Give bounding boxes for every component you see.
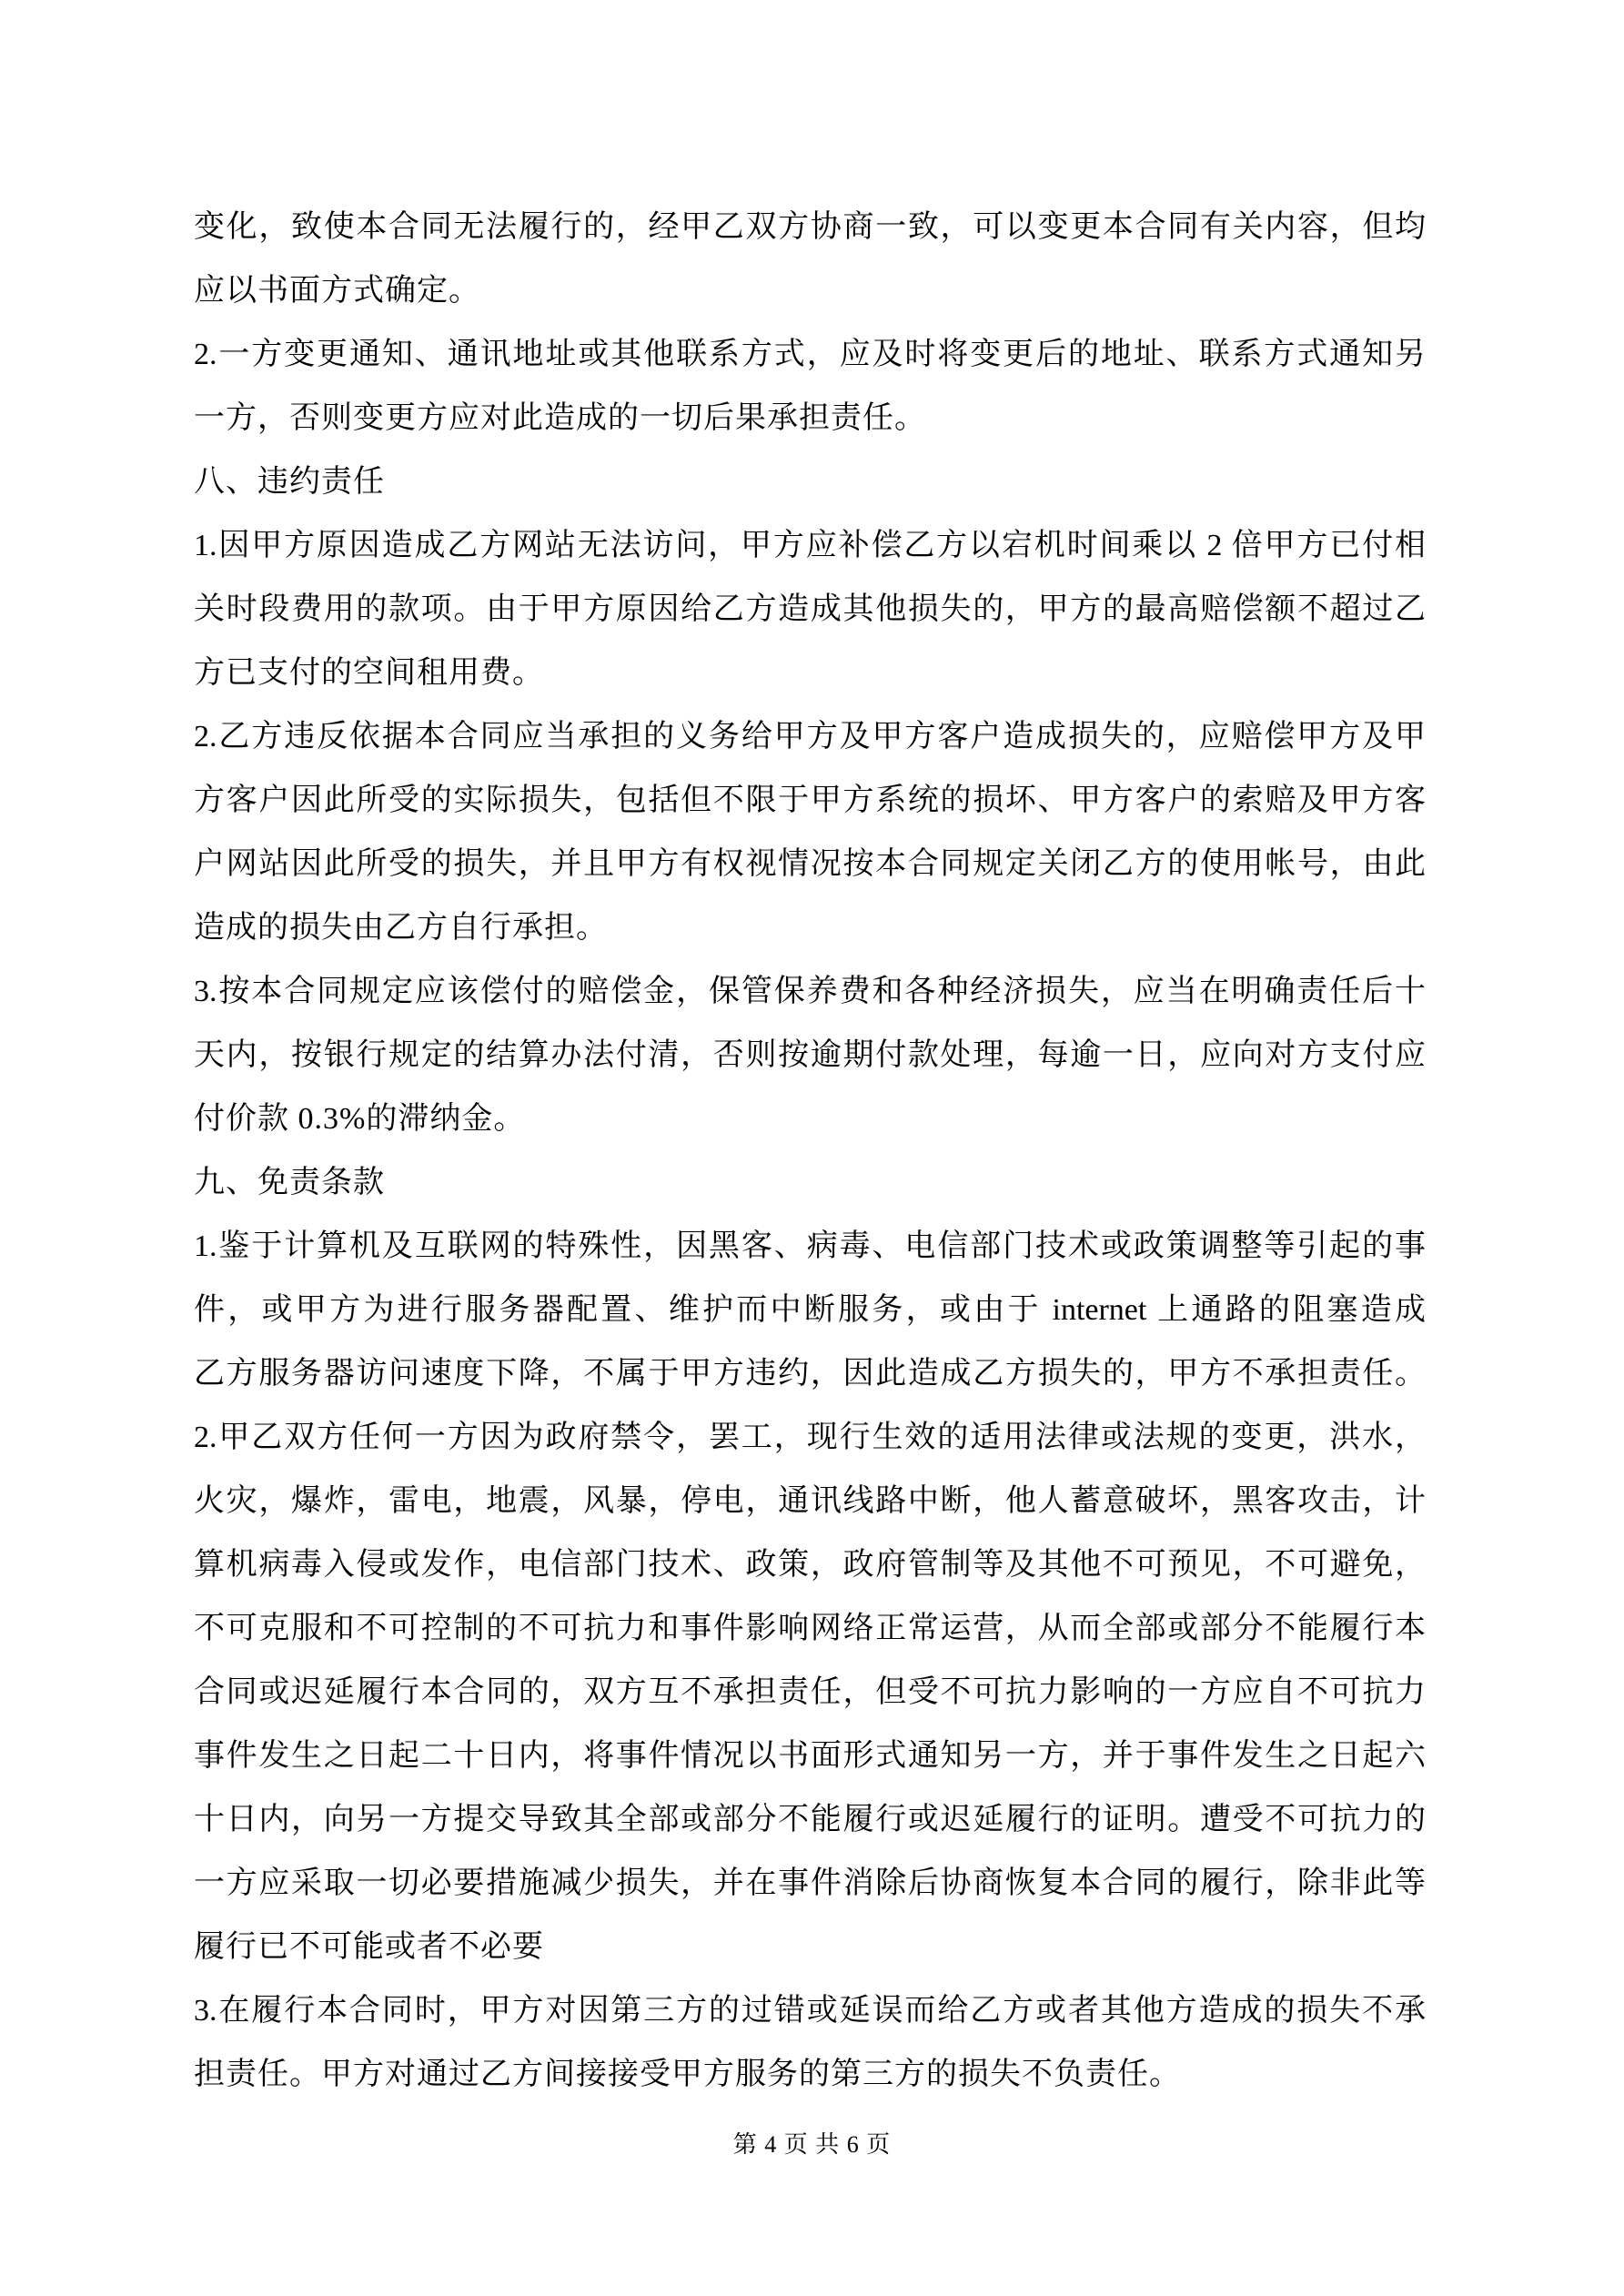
text-line: 造成的损失由乙方自行承担。: [194, 911, 608, 945]
text-line: 八、违约责任: [194, 465, 385, 499]
text-line: 2.乙方违反依据本合同应当承担的义务给甲方及甲方客户造成损失的，应赔偿甲方及甲: [194, 720, 1426, 754]
text-line: 件，或甲方为进行服务器配置、维护而中断服务，或由于 internet 上通路的阻塞造成: [194, 1293, 1426, 1327]
text-line: 3.在履行本合同时，甲方对因第三方的过错或延误而给乙方或者其他方造成的损失不承: [194, 1994, 1426, 2028]
text-line: 天内，按银行规定的结算办法付清，否则按逾期付款处理，每逾一日，应向对方支付应: [194, 1038, 1426, 1072]
text-line: 一方应采取一切必要措施减少损失，并在事件消除后协商恢复本合同的履行，除非此等: [194, 1866, 1426, 1900]
text-line: 付价款 0.3%的滞纳金。: [194, 1102, 526, 1136]
text-line: 不可克服和不可控制的不可抗力和事件影响网络正常运营，从而全部或部分不能履行本: [194, 1612, 1426, 1645]
text-line: 2.一方变更通知、通讯地址或其他联系方式，应及时将变更后的地址、联系方式通知另: [194, 338, 1426, 371]
text-line: 十日内，向另一方提交导致其全部或部分不能履行或迟延履行的证明。遭受不可抗力的: [194, 1803, 1426, 1836]
text-line: 1.因甲方原因造成乙方网站无法访问，甲方应补偿乙方以宕机时间乘以 2 倍甲方已付相: [194, 529, 1426, 562]
page-number-label: 第 4 页 共 6 页: [732, 2131, 892, 2158]
text-line: 合同或迟延履行本合同的，双方互不承担责任，但受不可抗力影响的一方应自不可抗力: [194, 1675, 1426, 1709]
text-line: 变化，致使本合同无法履行的，经甲乙双方协商一致，可以变更本合同有关内容，但均: [194, 210, 1426, 244]
text-line: 户网站因此所受的损失，并且甲方有权视情况按本合同规定关闭乙方的使用帐号，由此: [194, 847, 1426, 881]
document-body: [194, 196, 1426, 2107]
text-line: 事件发生之日起二十日内，将事件情况以书面形式通知另一方，并于事件发生之日起六: [194, 1739, 1426, 1773]
text-line: 方已支付的空间租用费。: [194, 656, 544, 690]
text-line: 履行已不可能或者不必要: [194, 1930, 544, 1964]
text-line: 2.甲乙双方任何一方因为政府禁令，罢工，现行生效的适用法律或法规的变更，洪水，: [194, 1421, 1426, 1454]
text-line: 3.按本合同规定应该偿付的赔偿金，保管保养费和各种经济损失，应当在明确责任后十: [194, 975, 1426, 1008]
text-line: 应以书面方式确定。: [194, 274, 480, 308]
text-line: 担责任。甲方对通过乙方间接接受甲方服务的第三方的损失不负责任。: [194, 2058, 1181, 2091]
text-line: 方客户因此所受的实际损失，包括但不限于甲方系统的损坏、甲方客户的索赔及甲方客: [194, 784, 1426, 817]
text-line: 乙方服务器访问速度下降，不属于甲方违约，因此造成乙方损失的，甲方不承担责任。: [194, 1357, 1426, 1391]
text-line: 关时段费用的款项。由于甲方原因给乙方造成其他损失的，甲方的最高赔偿额不超过乙: [194, 592, 1426, 626]
text-line: 1.鉴于计算机及互联网的特殊性，因黑客、病毒、电信部门技术或政策调整等引起的事: [194, 1229, 1426, 1263]
text-line: 九、免责条款: [194, 1166, 385, 1199]
text-line: 一方，否则变更方应对此造成的一切后果承担责任。: [194, 401, 926, 435]
text-line: 火灾，爆炸，雷电，地震，风暴，停电，通讯线路中断，他人蓄意破坏，黑客攻击，计: [194, 1484, 1426, 1518]
page-footer: [0, 2129, 1624, 2160]
text-line: 算机病毒入侵或发作，电信部门技术、政策，政府管制等及其他不可预见，不可避免，: [194, 1548, 1426, 1582]
